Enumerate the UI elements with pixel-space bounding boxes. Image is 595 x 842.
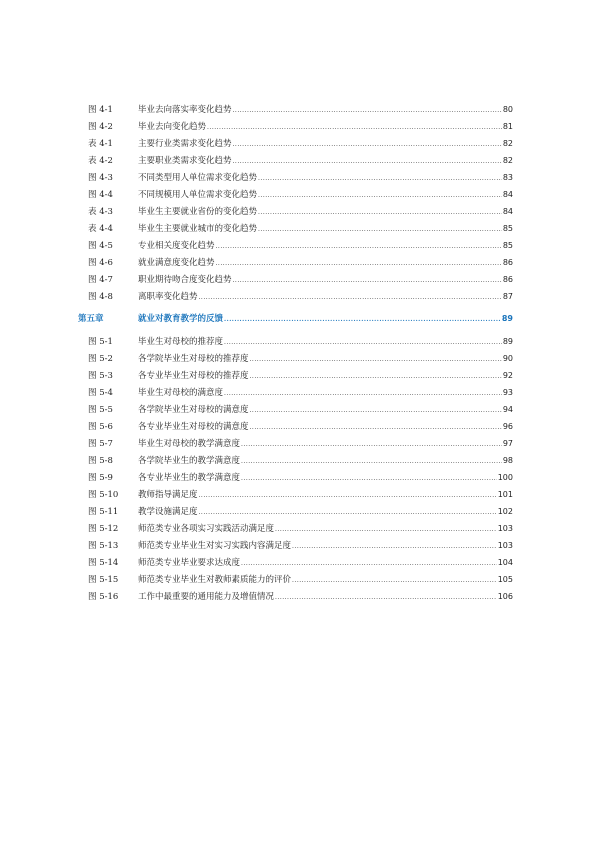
toc-entry-page-number: 96 <box>502 422 513 431</box>
toc-entry[interactable] <box>78 152 513 169</box>
toc-entry-title: 各学院毕业生对母校的满意度 <box>138 405 249 415</box>
toc-entry-label: 图 5-9 <box>88 473 113 483</box>
toc-entry-title: 主要职业类需求变化趋势 <box>138 156 232 166</box>
toc-dot-leader <box>233 153 502 170</box>
toc-dot-leader <box>216 238 502 255</box>
toc-entry-page-number: 84 <box>502 207 513 216</box>
toc-entry[interactable] <box>78 203 513 220</box>
toc-dot-leader <box>224 334 502 351</box>
toc-entry-title: 师范类专业毕业生对教师素质能力的评价 <box>138 575 292 585</box>
toc-entry[interactable] <box>78 254 513 271</box>
toc-chapter-entry[interactable] <box>78 306 513 332</box>
toc-entry-page-number: 87 <box>502 292 513 301</box>
toc-entry-title: 主要行业类需求变化趋势 <box>138 139 232 149</box>
toc-entry-title: 师范类专业毕业生对实习实践内容满足度 <box>138 541 292 551</box>
toc-entry[interactable] <box>78 384 513 401</box>
toc-entry[interactable] <box>78 288 513 305</box>
toc-dot-leader <box>250 351 502 368</box>
toc-entry-label: 图 5-8 <box>88 456 113 466</box>
toc-dot-leader <box>199 487 497 504</box>
toc-dot-leader <box>275 521 497 538</box>
toc-entry-label: 表 4-4 <box>88 224 113 234</box>
toc-entry-page-number: 103 <box>497 524 513 533</box>
toc-dot-leader <box>241 453 502 470</box>
toc-entry[interactable] <box>78 554 513 571</box>
toc-entry-title: 离职率变化趋势 <box>138 292 198 302</box>
toc-dot-leader <box>224 307 501 333</box>
toc-entry-label: 图 4-6 <box>88 258 113 268</box>
toc-entry-page-number: 89 <box>501 314 513 323</box>
toc-entry[interactable] <box>78 237 513 254</box>
toc-entry-label: 图 5-1 <box>88 337 113 347</box>
toc-entry-page-number: 97 <box>502 439 513 448</box>
toc-entry-page-number: 101 <box>497 490 513 499</box>
toc-dot-leader <box>207 119 502 136</box>
toc-entry-page-number: 100 <box>497 473 513 482</box>
toc-entry-label: 图 5-16 <box>88 592 119 602</box>
toc-entry-title: 毕业生对母校的教学满意度 <box>138 439 241 449</box>
toc-dot-leader <box>199 289 502 306</box>
toc-entry-title: 各专业毕业生的教学满意度 <box>138 473 241 483</box>
toc-entry[interactable] <box>78 503 513 520</box>
toc-entry[interactable] <box>78 401 513 418</box>
toc-entry[interactable] <box>78 486 513 503</box>
toc-entry-label: 图 5-10 <box>88 490 119 500</box>
toc-entry-label: 图 4-3 <box>88 173 113 183</box>
toc-dot-leader <box>292 572 497 589</box>
toc-entry-label: 图 4-4 <box>88 190 113 200</box>
toc-entry-label: 图 5-6 <box>88 422 113 432</box>
toc-entry-label: 图 4-7 <box>88 275 113 285</box>
toc-dot-leader <box>258 170 502 187</box>
toc-entry-title: 教师指导满足度 <box>138 490 198 500</box>
toc-entry-page-number: 83 <box>502 173 513 182</box>
toc-entry-label: 表 4-1 <box>88 139 113 149</box>
toc-entry[interactable] <box>78 118 513 135</box>
toc-entry-page-number: 80 <box>502 105 513 114</box>
toc-entry[interactable] <box>78 452 513 469</box>
toc-dot-leader <box>275 589 497 606</box>
toc-entry-page-number: 82 <box>502 139 513 148</box>
toc-entry-title: 专业相关度变化趋势 <box>138 241 215 251</box>
toc-entry-label: 图 5-11 <box>88 507 119 517</box>
toc-dot-leader <box>258 204 502 221</box>
toc-dot-leader <box>241 436 502 453</box>
toc-entry-label: 图 5-13 <box>88 541 119 551</box>
toc-entry-title: 不同规模用人单位需求变化趋势 <box>138 190 258 200</box>
toc-entry[interactable] <box>78 537 513 554</box>
toc-dot-leader <box>250 419 502 436</box>
toc-entry-page-number: 98 <box>502 456 513 465</box>
toc-entry-label: 图 4-8 <box>88 292 113 302</box>
toc-entry[interactable] <box>78 520 513 537</box>
toc-entry-page-number: 81 <box>502 122 513 131</box>
toc-entry[interactable] <box>78 271 513 288</box>
toc-entry-label: 图 5-7 <box>88 439 113 449</box>
toc-entry-label: 图 5-14 <box>88 558 119 568</box>
toc-entry-label: 图 5-4 <box>88 388 113 398</box>
toc-entry-title: 各学院毕业生的教学满意度 <box>138 456 241 466</box>
toc-entry-page-number: 94 <box>502 405 513 414</box>
toc-entry-page-number: 106 <box>497 592 513 601</box>
toc-entry-title: 师范类专业各项实习实践活动满足度 <box>138 524 275 534</box>
toc-dot-leader <box>224 385 502 402</box>
table-of-contents <box>78 101 513 605</box>
toc-entry-title: 毕业生对母校的推荐度 <box>138 337 224 347</box>
toc-entry-title: 毕业生对母校的满意度 <box>138 388 224 398</box>
toc-entry[interactable] <box>78 350 513 367</box>
toc-entry-label: 图 4-5 <box>88 241 113 251</box>
toc-dot-leader <box>258 187 502 204</box>
toc-entry-label: 表 4-3 <box>88 207 113 217</box>
toc-entry-page-number: 102 <box>497 507 513 516</box>
toc-entry-title: 各学院毕业生对母校的推荐度 <box>138 354 249 364</box>
toc-entry-page-number: 104 <box>497 558 513 567</box>
toc-entry-title: 各专业毕业生对母校的推荐度 <box>138 371 249 381</box>
toc-dot-leader <box>250 368 502 385</box>
toc-entry-title: 职业期待吻合度变化趋势 <box>138 275 232 285</box>
toc-entry[interactable] <box>78 588 513 605</box>
toc-entry-page-number: 84 <box>502 190 513 199</box>
toc-entry-title: 就业满意度变化趋势 <box>138 258 215 268</box>
toc-entry[interactable] <box>78 220 513 237</box>
toc-entry-label: 图 5-12 <box>88 524 119 534</box>
toc-entry-title: 师范类专业毕业要求达成度 <box>138 558 241 568</box>
toc-entry-page-number: 93 <box>502 388 513 397</box>
toc-entry[interactable] <box>78 333 513 350</box>
toc-entry-page-number: 86 <box>502 258 513 267</box>
toc-dot-leader <box>233 102 502 119</box>
toc-dot-leader <box>250 402 502 419</box>
toc-entry-title: 就业对教育教学的反馈 <box>138 314 224 324</box>
toc-dot-leader <box>241 555 497 572</box>
toc-dot-leader <box>292 538 497 555</box>
toc-entry-label: 图 5-5 <box>88 405 113 415</box>
toc-dot-leader <box>233 272 502 289</box>
toc-entry[interactable] <box>78 469 513 486</box>
toc-entry-page-number: 103 <box>497 541 513 550</box>
toc-entry-page-number: 86 <box>502 275 513 284</box>
toc-dot-leader <box>258 221 502 238</box>
toc-entry-page-number: 89 <box>502 337 513 346</box>
toc-entry-label: 图 5-3 <box>88 371 113 381</box>
toc-entry-title: 各专业毕业生对母校的满意度 <box>138 422 249 432</box>
toc-dot-leader <box>216 255 502 272</box>
toc-dot-leader <box>241 470 497 487</box>
toc-entry-page-number: 85 <box>502 241 513 250</box>
toc-entry[interactable] <box>78 367 513 384</box>
toc-dot-leader <box>233 136 502 153</box>
toc-entry-title: 毕业去向落实率变化趋势 <box>138 105 232 115</box>
toc-entry[interactable] <box>78 435 513 452</box>
toc-entry-title: 不同类型用人单位需求变化趋势 <box>138 173 258 183</box>
toc-entry[interactable] <box>78 169 513 186</box>
toc-entry-page-number: 90 <box>502 354 513 363</box>
toc-entry-label: 表 4-2 <box>88 156 113 166</box>
toc-dot-leader <box>199 504 497 521</box>
toc-entry[interactable] <box>78 571 513 588</box>
toc-entry-label: 第五章 <box>78 314 104 324</box>
toc-entry-title: 毕业生主要就业省份的变化趋势 <box>138 207 258 217</box>
toc-entry-page-number: 105 <box>497 575 513 584</box>
toc-entry-title: 教学设施满足度 <box>138 507 198 517</box>
toc-entry-title: 毕业生主要就业城市的变化趋势 <box>138 224 258 234</box>
toc-entry-page-number: 92 <box>502 371 513 380</box>
toc-entry[interactable] <box>78 186 513 203</box>
toc-entry[interactable] <box>78 101 513 118</box>
toc-entry[interactable] <box>78 418 513 435</box>
toc-entry-page-number: 82 <box>502 156 513 165</box>
toc-entry-label: 图 4-2 <box>88 122 113 132</box>
toc-entry-label: 图 5-2 <box>88 354 113 364</box>
toc-entry[interactable] <box>78 135 513 152</box>
toc-entry-title: 毕业去向变化趋势 <box>138 122 207 132</box>
toc-entry-page-number: 85 <box>502 224 513 233</box>
toc-entry-title: 工作中最重要的通用能力及增值情况 <box>138 592 275 602</box>
toc-entry-label: 图 4-1 <box>88 105 113 115</box>
toc-entry-label: 图 5-15 <box>88 575 119 585</box>
